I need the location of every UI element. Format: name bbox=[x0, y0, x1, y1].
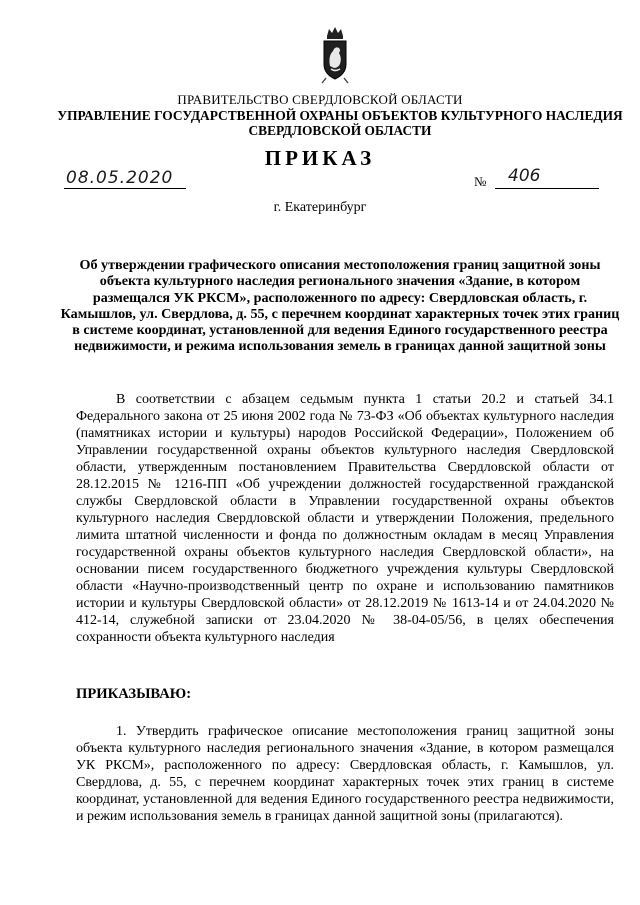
city: г. Екатеринбург bbox=[273, 200, 367, 215]
order-item-1: 1. Утвердить графическое описание местоположения границ защитной зоны объекта культурного наследия регионального значения «Здание, в котором размещался УК РКСМ», расположенного по адресу: Свердловская область, г. Камышлов, ул. Свердлова, д. 55, с перечнем координат характерных точек этих границ в системе координат, установленной для ведения Единого государственного реестра недвижимости, и режим использования земель в границах данной защитной зоны (прилагаются). bbox=[76, 724, 614, 824]
document-type: ПРИКАЗ bbox=[264, 146, 376, 170]
document-title: Об утверждении графического описания местоположения границ защитной зоны объекта культурного наследия регионального значения «Здание, в котором размещался УК РКСМ», расположенного по адресу: Свердловская область, г. Камышлов, ул. Свердлова, д. 55, с перечнем координат характерных точек этих границ в системе координат, установленной для ведения Единого государственного реестра недвижимости, и режима использования земель в границах данной защитной зоны bbox=[60, 257, 620, 355]
document-number: 406 bbox=[508, 166, 541, 186]
document-date: 08.05.2020 bbox=[66, 168, 174, 188]
preamble-paragraph: В соответствии с абзацем седьмым пункта 1 статьи 20.2 и статьей 34.1 Федерального закона от 25 июня 2002 года № 73-ФЗ «Об объектах культурного наследия (памятниках истории и культуры) народов Российской Федерации», Положением об Управлении государственной охраны объектов культурного наследия Свердловской области, утвержденным постановлением Правительства Свердловской области от 28.12.2015 № 1216-ПП «Об учреждении должностей государственной гражданской службы Свердловской области в Управлении государственной охраны объектов культурного наследия Свердловской области и утверждении Положения, предельного лимита штатной численности и фонда по должностным окладам в месяц Управления государственной охраны объектов культурного наследия Свердловской области», на основании писем государственного бюджетного учреждения культуры Свердловской области «Научно-производственный центр по охране и использованию памятников истории и культуры Свердловской области» от 28.12.2019 № 1613-14 и от 24.04.2020 № 412-14, служебной записки от 23.04.2020 № 38-04-05/56, в целях обеспечения сохранности объекта культурного наследия bbox=[76, 392, 614, 645]
coat-of-arms-icon bbox=[318, 26, 352, 84]
number-underline bbox=[495, 188, 599, 189]
government-name: ПРАВИТЕЛЬСТВО СВЕРДЛОВСКОЙ ОБЛАСТИ bbox=[177, 92, 463, 107]
date-underline bbox=[64, 188, 186, 189]
order-heading: ПРИКАЗЫВАЮ: bbox=[76, 686, 192, 702]
number-label: № bbox=[474, 174, 487, 189]
department-name: УПРАВЛЕНИЕ ГОСУДАРСТВЕННОЙ ОХРАНЫ ОБЪЕКТОВ КУЛЬТУРНОГО НАСЛЕДИЯ СВЕРДЛОВСКОЙ ОБЛАСТИ bbox=[57, 108, 623, 138]
